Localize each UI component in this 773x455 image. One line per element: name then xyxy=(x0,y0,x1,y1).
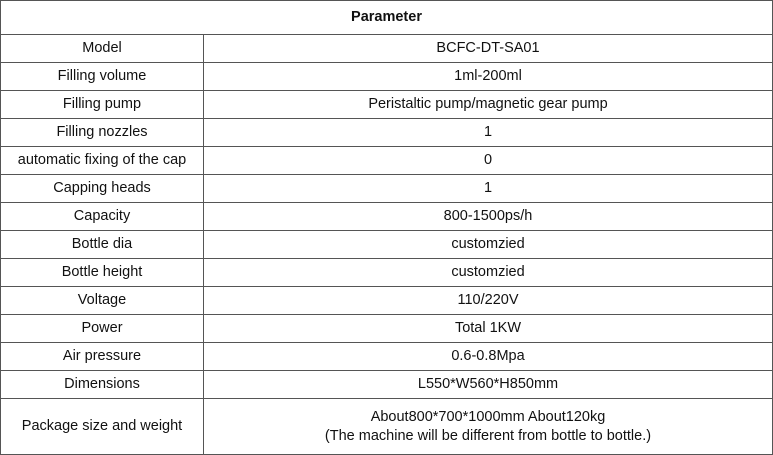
table-row-cap-fixing xyxy=(1,147,773,175)
table-row-bottle-dia xyxy=(1,231,773,259)
row-label: automatic fixing of the cap xyxy=(1,147,204,175)
table-row-dimensions xyxy=(1,371,773,399)
row-value: Total 1KW xyxy=(204,315,773,343)
row-value: Peristaltic pump/magnetic gear pump xyxy=(204,91,773,119)
row-value: 1 xyxy=(204,119,773,147)
row-label: Bottle dia xyxy=(1,231,204,259)
row-label: Filling nozzles xyxy=(1,119,204,147)
table-row-capacity xyxy=(1,203,773,231)
row-label: Voltage xyxy=(1,287,204,315)
row-value: 1 xyxy=(204,175,773,203)
row-value: 1ml-200ml xyxy=(204,63,773,91)
row-value: 0 xyxy=(204,147,773,175)
row-label: Air pressure xyxy=(1,343,204,371)
table-row-model xyxy=(1,35,773,63)
row-value: customzied xyxy=(204,259,773,287)
row-value: L550*W560*H850mm xyxy=(204,371,773,399)
table-row-package xyxy=(1,399,773,455)
row-value-note: (The machine will be different from bottle to bottle.) xyxy=(324,427,652,444)
table-row-voltage xyxy=(1,287,773,315)
row-value-line: About800*700*1000mm About120kg xyxy=(370,408,606,425)
table-row-filling-nozzles xyxy=(1,119,773,147)
row-label: Filling volume xyxy=(1,63,204,91)
row-label: Capacity xyxy=(1,203,204,231)
table-row-power xyxy=(1,315,773,343)
row-label: Bottle height xyxy=(1,259,204,287)
row-label: Dimensions xyxy=(1,371,204,399)
table-row-air-pressure xyxy=(1,343,773,371)
row-label: Capping heads xyxy=(1,175,204,203)
row-label: Package size and weight xyxy=(1,399,204,455)
row-value: 800-1500ps/h xyxy=(204,203,773,231)
row-label: Model xyxy=(1,35,204,63)
row-label: Filling pump xyxy=(1,91,204,119)
table-header: Parameter xyxy=(1,1,773,35)
table-row-filling-volume xyxy=(1,63,773,91)
row-value xyxy=(204,399,773,455)
row-value: 110/220V xyxy=(204,287,773,315)
row-label: Power xyxy=(1,315,204,343)
table-row-filling-pump xyxy=(1,91,773,119)
row-value: 0.6-0.8Mpa xyxy=(204,343,773,371)
table-row-capping-heads xyxy=(1,175,773,203)
row-value: BCFC-DT-SA01 xyxy=(204,35,773,63)
table-row-bottle-height xyxy=(1,259,773,287)
table-header-row xyxy=(1,1,773,35)
row-value: customzied xyxy=(204,231,773,259)
